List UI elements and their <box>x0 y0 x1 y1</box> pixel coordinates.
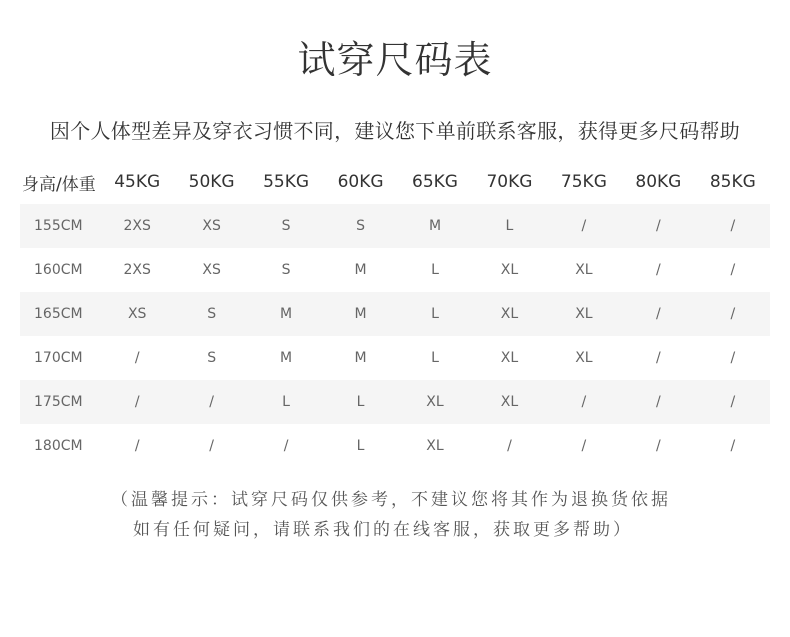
tip-note-line-1: （温馨提示：试穿尺码仅供参考，不建议您将其作为退换货依据 <box>111 490 671 510</box>
size-cell: XL <box>426 438 444 454</box>
table-row <box>20 380 770 424</box>
size-cell: / <box>730 262 736 278</box>
size-cell: / <box>655 350 661 366</box>
size-cell: XL <box>500 262 519 278</box>
header-cell-70kg: 70KG <box>486 172 533 192</box>
table-row <box>20 336 770 380</box>
size-cell: XL <box>575 262 593 278</box>
size-cell: / <box>581 394 587 410</box>
table-header-row <box>20 160 770 204</box>
size-cell: XS <box>202 262 221 278</box>
table-row <box>20 204 770 248</box>
size-cell: 2XS <box>123 262 151 278</box>
size-cell: / <box>730 306 736 322</box>
size-cell: / <box>655 306 661 322</box>
size-cell: / <box>507 438 512 454</box>
header-cell-75kg: 75KG <box>560 172 607 192</box>
row-height-cell: 175CM <box>34 394 83 410</box>
row-height-cell: 180CM <box>34 438 83 454</box>
size-cell: L <box>356 438 365 454</box>
page-subtitle: 因个人体型差异及穿衣习惯不同，建议您下单前联系客服，获得更多尺码帮助 <box>49 119 741 143</box>
size-cell: XL <box>426 394 444 410</box>
row-height-cell: 165CM <box>34 306 83 322</box>
size-cell: / <box>655 218 661 234</box>
size-cell: XL <box>575 350 593 366</box>
size-cell: / <box>209 438 214 454</box>
header-cell-height-weight: 身高/体重 <box>22 174 96 195</box>
size-cell: L <box>505 218 514 234</box>
size-cell: M <box>354 306 367 322</box>
row-height-cell: 160CM <box>34 262 83 278</box>
size-cell: / <box>655 262 661 278</box>
size-cell: L <box>282 394 290 410</box>
size-cell: / <box>655 394 661 410</box>
header-cell-50kg: 50KG <box>188 172 235 192</box>
size-cell: / <box>730 394 736 410</box>
size-cell: S <box>281 218 291 234</box>
page-title: 试穿尺码表 <box>297 38 493 82</box>
size-cell: / <box>134 350 140 366</box>
row-height-cell: 170CM <box>34 350 83 366</box>
size-cell: XL <box>500 394 519 410</box>
size-cell: M <box>280 350 293 366</box>
size-cell: XL <box>500 350 519 366</box>
table-row <box>20 424 770 468</box>
size-cell: / <box>655 438 661 454</box>
header-cell-60kg: 60KG <box>337 172 384 192</box>
header-cell-65kg: 65KG <box>412 172 458 192</box>
table-row <box>20 292 770 336</box>
size-cell: / <box>283 438 289 454</box>
size-cell: / <box>209 394 214 410</box>
size-cell: XS <box>127 306 147 322</box>
header-cell-45kg: 45KG <box>114 172 161 192</box>
size-cell: / <box>134 438 140 454</box>
size-cell: / <box>730 438 736 454</box>
size-cell: / <box>581 438 587 454</box>
row-height-cell: 155CM <box>34 218 83 234</box>
size-cell: / <box>730 350 736 366</box>
tip-note-line-2: 如有任何疑问，请联系我们的在线客服，获取更多帮助） <box>133 520 633 540</box>
size-cell: L <box>356 394 365 410</box>
size-cell: L <box>431 262 439 278</box>
size-cell: M <box>280 306 293 322</box>
header-cell-85kg: 85KG <box>709 172 756 192</box>
size-cell: M <box>354 350 367 366</box>
size-cell: M <box>354 262 367 278</box>
header-cell-55kg: 55KG <box>263 172 310 192</box>
header-cell-80kg: 80KG <box>635 172 682 192</box>
table-row <box>20 248 770 292</box>
size-cell: S <box>281 262 291 278</box>
size-cell: M <box>428 218 442 234</box>
size-cell: XL <box>500 306 519 322</box>
size-cell: S <box>356 218 365 234</box>
size-cell: S <box>207 350 217 366</box>
size-cell: / <box>730 218 736 234</box>
size-cell: / <box>134 394 140 410</box>
size-chart-table <box>20 160 770 468</box>
size-cell: S <box>207 306 217 322</box>
size-cell: L <box>431 306 439 322</box>
size-cell: XS <box>202 218 221 234</box>
size-cell: / <box>581 218 587 234</box>
size-cell: 2XS <box>123 218 151 234</box>
size-cell: XL <box>575 306 593 322</box>
size-cell: L <box>431 350 439 366</box>
